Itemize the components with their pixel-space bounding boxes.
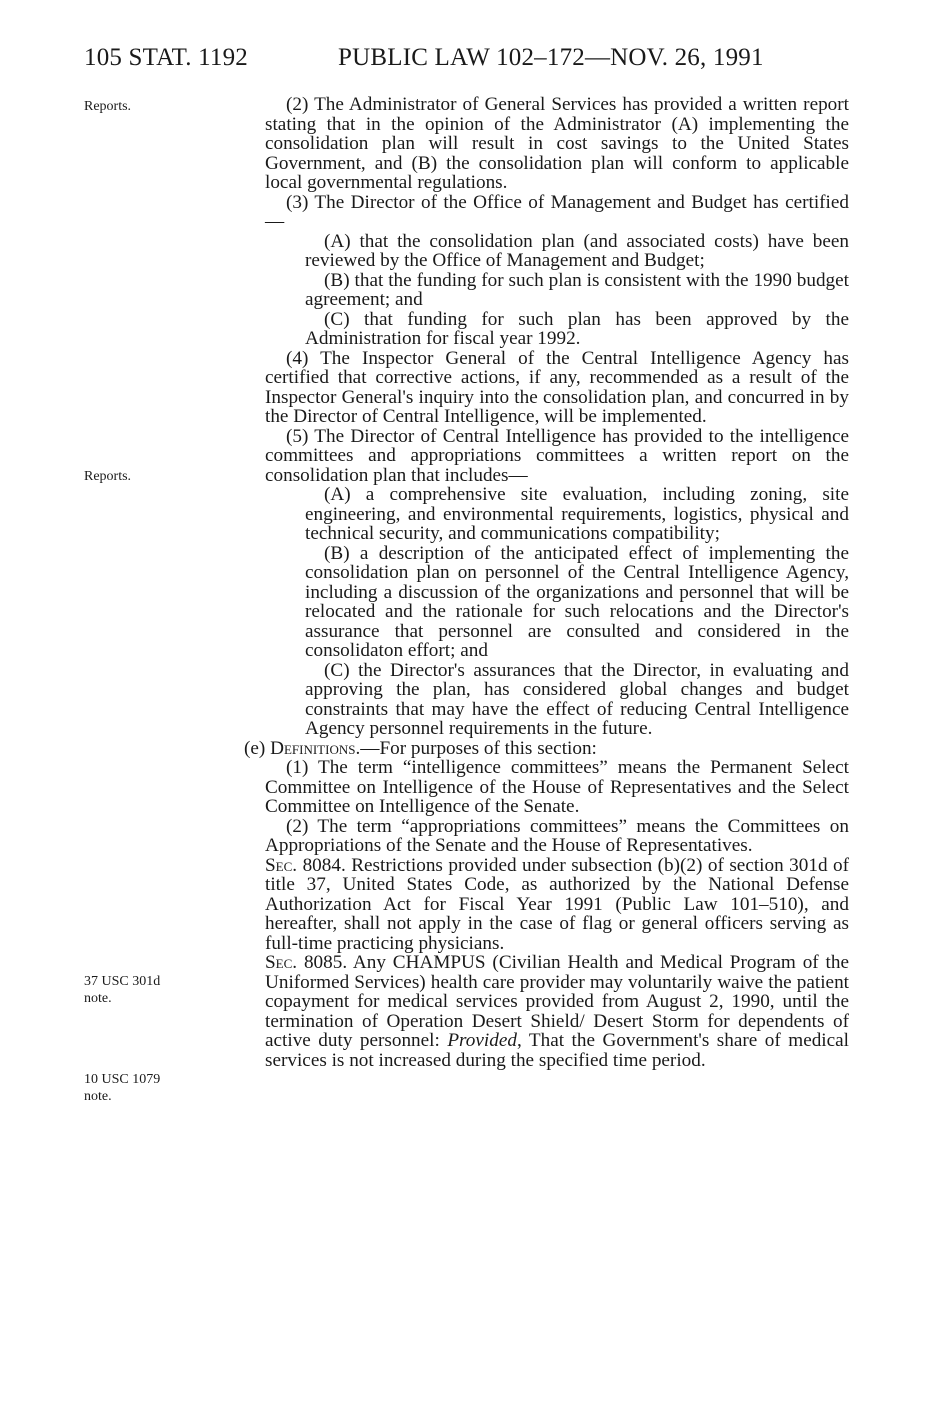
body-text xyxy=(244,95,849,1070)
margin-note-line: note. xyxy=(84,991,112,1006)
paragraph-4: (4) The Inspector General of the Central Intelligence Agency has certified that corrective actions, if any, recommended as a result of the Inspector General's inquiry into the consolidation plan, and concurred in by the Director of Central Intelligence, will be implemented. xyxy=(265,347,849,427)
paragraph-5b: (B) a description of the anticipated effect of implementing the consolidation plan on personnel of the Central Intelligence Agency, including a discussion of the organizations and personnel that will be relocated and the rationale for such relocations and the Director's assurance that personnel are consulted and considered in the consolidaton effort; and xyxy=(305,542,849,661)
definition-1: (1) The term “intelligence committees” means the Permanent Select Committee on Intelligence of the House of Representatives and the Select Committee on Intelligence of the Senate. xyxy=(265,757,849,817)
margin-note-usc-37 xyxy=(84,973,160,1007)
subsection-e-intro: .—For purposes of this section: xyxy=(355,737,597,759)
section-8084 xyxy=(244,856,849,954)
margin-note-line: note. xyxy=(84,1089,112,1104)
paragraph-2: (2) The Administrator of General Services has provided a written report stating that in the opinion of the Administrator (A) implementing the consolidation plan will result in cost savings to the United States Government, and (B) the consolidation plan will conform to applicable local governmental regulations. xyxy=(265,94,849,193)
margin-note-usc-10 xyxy=(84,1071,160,1105)
paragraph-5c: (C) the Director's assurances that the Director, in evaluating and approving the plan, has considered global changes and budget constraints that may have the effect of reducing Central Intelligence Agency personnel requirements in the future. xyxy=(305,659,849,739)
stat-page-number: 105 STAT. 1192 xyxy=(84,44,248,71)
provided-term: Provided xyxy=(447,1030,517,1051)
definitions-heading: Definitions xyxy=(270,737,356,759)
paragraph-5a: (A) a comprehensive site evaluation, including zoning, site engineering, and environmental requirements, logistics, physical and technical security, and communications compatibility; xyxy=(305,484,849,544)
public-law-title: PUBLIC LAW 102–172—NOV. 26, 1991 xyxy=(338,44,764,71)
section-8085-proviso: , That the Government's share of medical services is not increased during the specified time period. xyxy=(265,1030,849,1071)
paragraph-5: (5) The Director of Central Intelligence has provided to the intelligence committees and appropriations committees a written report on the consolidation plan that includes— xyxy=(265,425,849,486)
section-8085 xyxy=(244,953,849,1070)
margin-note-reports: Reports. xyxy=(84,99,132,114)
margin-note-line: 10 USC 1079 xyxy=(84,1072,161,1087)
section-label: Sec xyxy=(265,952,293,973)
paragraph-3b: (B) that the funding for such plan is consistent with the 1990 budget agreement; and xyxy=(305,269,849,310)
section-label: Sec xyxy=(265,854,293,876)
margin-note-line: 37 USC 301d xyxy=(84,974,161,989)
margin-note-reports: Reports. xyxy=(84,469,132,484)
section-8085-text: . 8085. Any CHAMPUS (Civilian Health and Medical Program of the Uniformed Services) health care provider may voluntarily waive the patient copayment for medical services provided from August 2, 1990, until the termination of Operation Desert Shield/ Desert Storm for dependents of active duty personnel: xyxy=(265,952,849,1051)
subsection-e-label: (e) xyxy=(244,737,271,759)
definition-2: (2) The term “appropriations committees” means the Committees on Appropriations of the Senate and the House of Representatives. xyxy=(265,815,849,856)
paragraph-3c: (C) that funding for such plan has been approved by the Administration for fiscal year 1992. xyxy=(305,308,849,349)
paragraph-3a: (A) that the consolidation plan (and associated costs) have been reviewed by the Office of Management and Budget; xyxy=(305,230,849,271)
paragraph-3: (3) The Director of the Office of Management and Budget has certified— xyxy=(265,191,849,232)
section-8084-text: . 8084. Restrictions provided under subsection (b)(2) of section 301d of title 37, United States Code, as authorized by the National Defense Authorization Act for Fiscal Year 1991 (Public Law 101–510), and hereafter, shall not apply in the case of flag or general officers serving as full-time practicing physicians. xyxy=(265,854,849,954)
subsection-e-heading xyxy=(244,739,849,759)
